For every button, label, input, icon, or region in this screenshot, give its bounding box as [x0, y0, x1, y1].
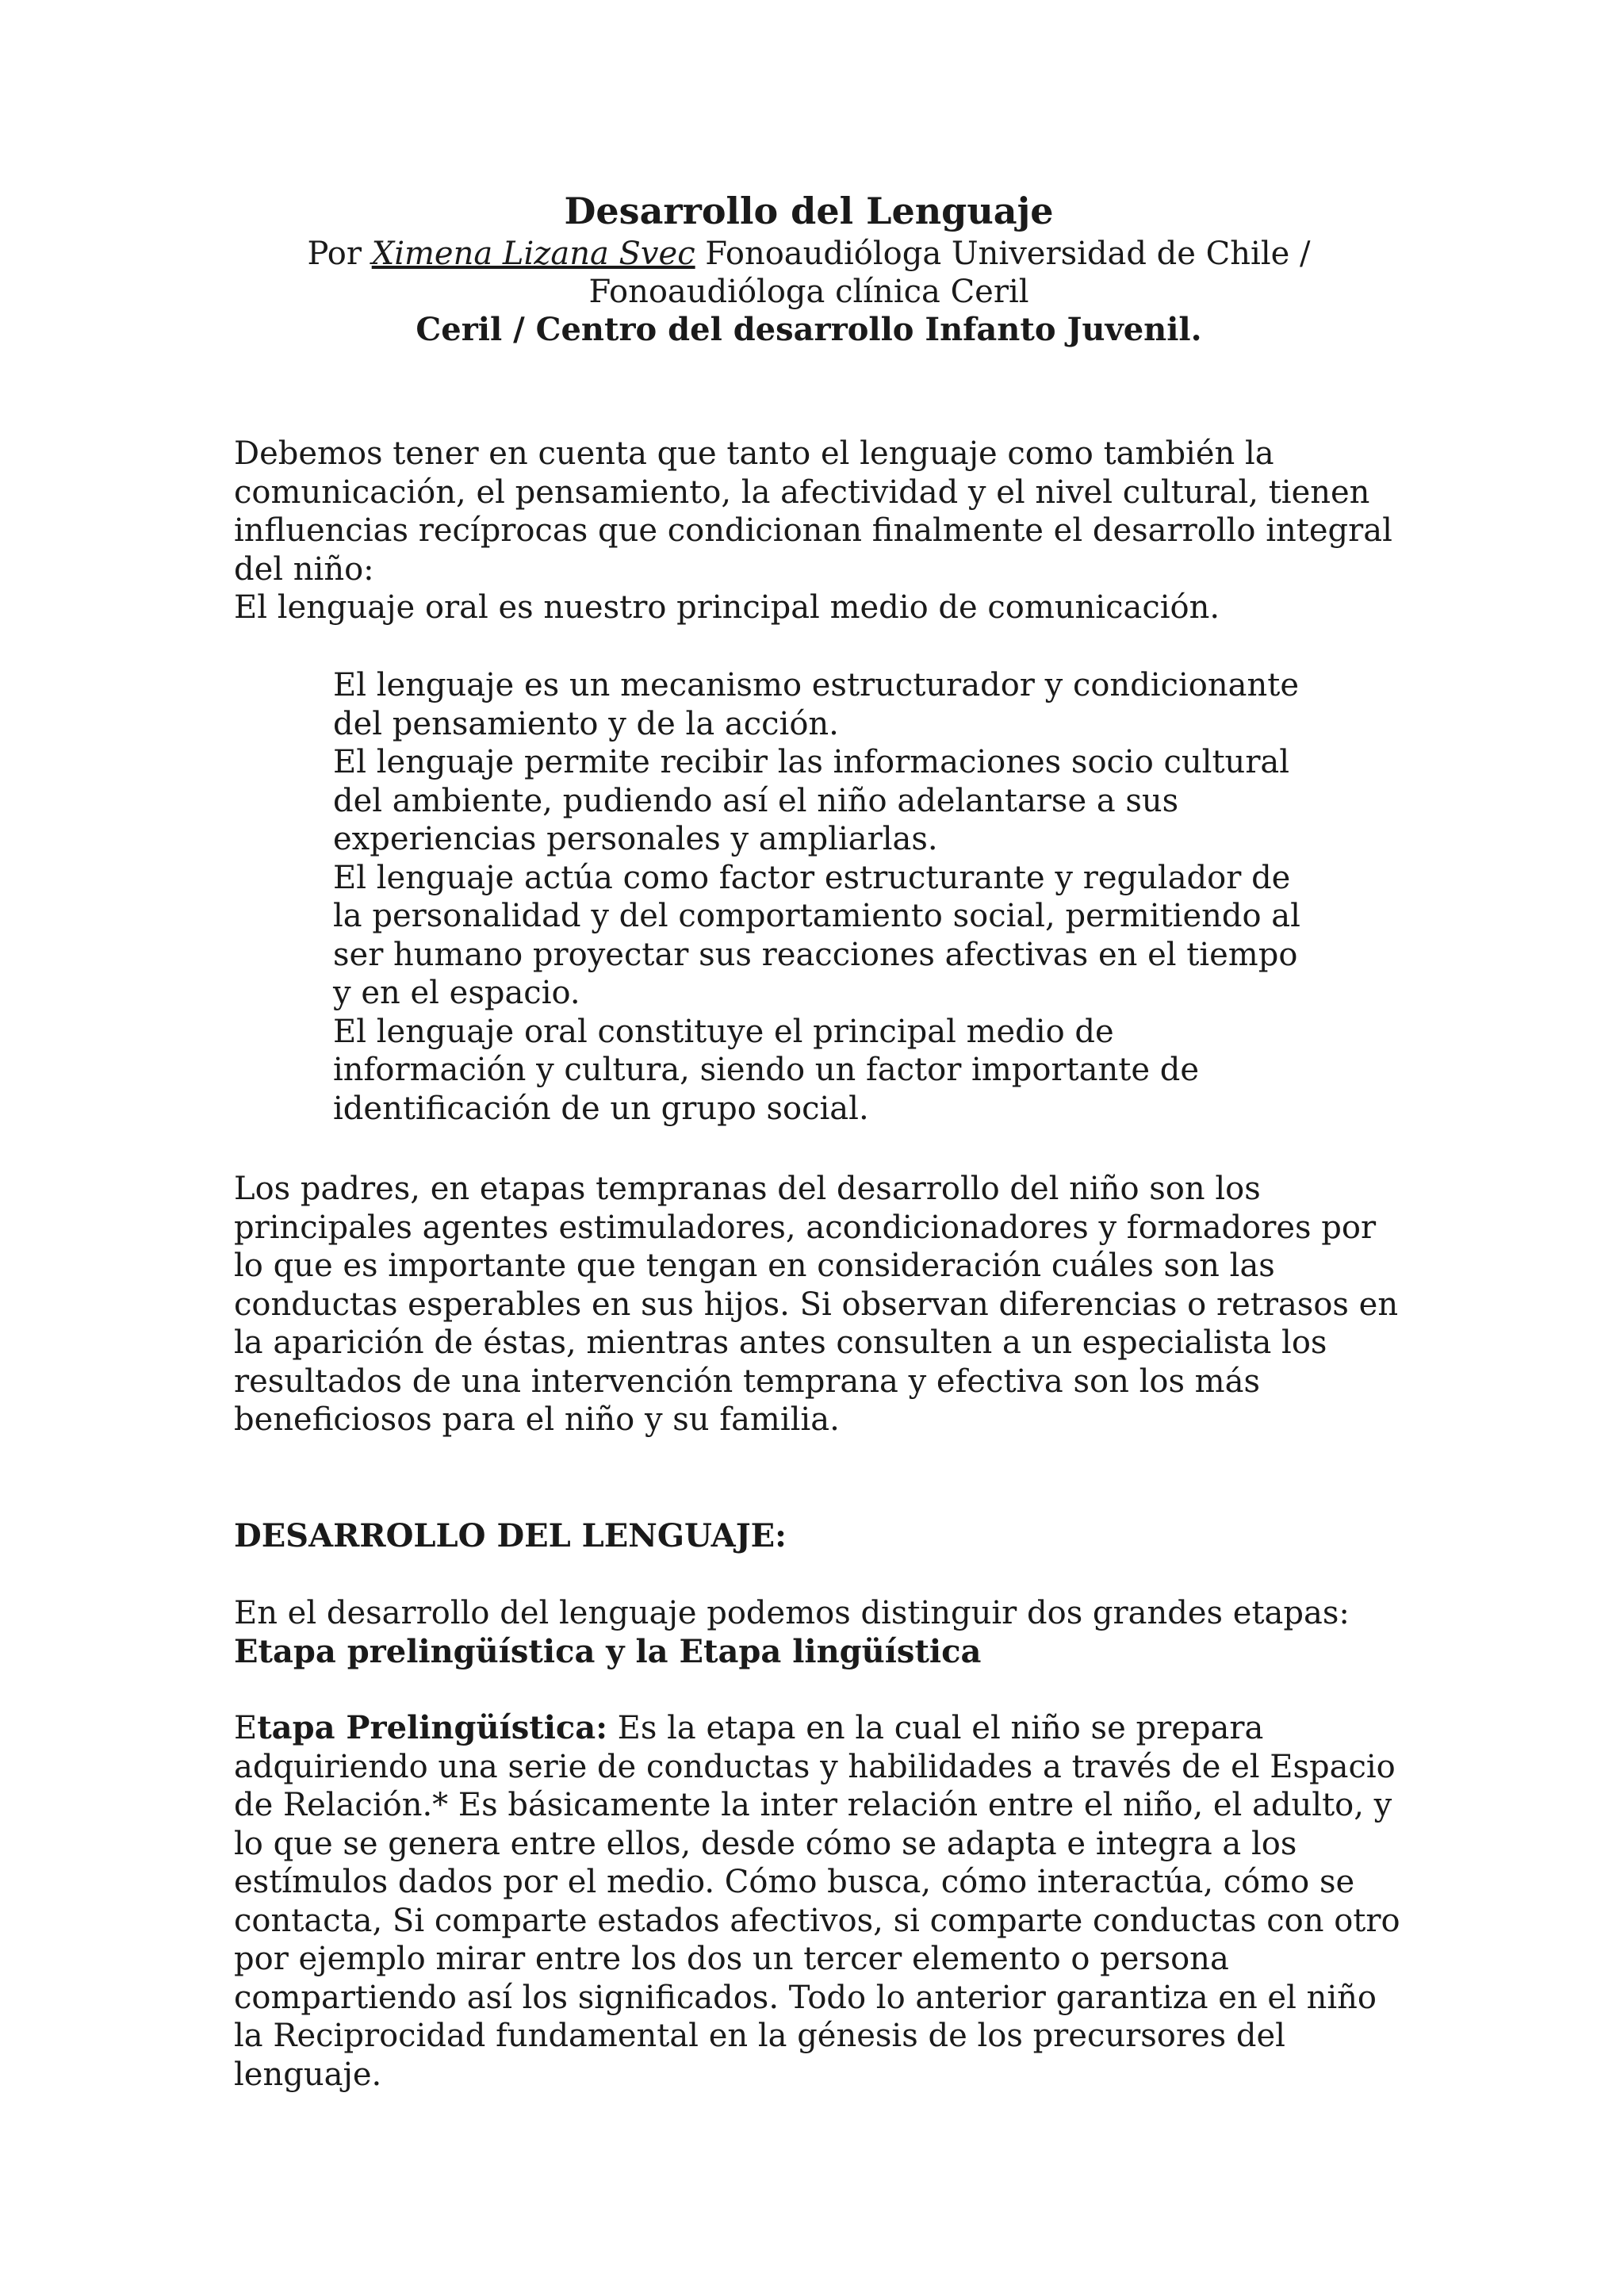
document-title: Desarrollo del Lenguaje: [564, 190, 1054, 232]
parents-line: principales agentes estimuladores, acondicionadores y formadores por: [234, 1209, 1377, 1246]
function-line: El lenguaje permite recibir las informaciones socio cultural: [333, 744, 1290, 780]
author-role-1: Fonoaudióloga Universidad de Chile /: [695, 236, 1311, 272]
prelinguistic-lead-plain: E: [234, 1710, 258, 1746]
function-line: El lenguaje oral constituye el principal medio de: [333, 1013, 1114, 1050]
author-prefix: Por: [307, 236, 372, 272]
author-line: [198, 235, 1419, 273]
stages-paragraph: [234, 1594, 1415, 1671]
stages-intro: En el desarrollo del lenguaje podemos distinguir dos grandes etapas:: [234, 1595, 1350, 1631]
function-line: El lenguaje es un mecanismo estructurador y condicionante: [333, 667, 1299, 703]
intro-line: El lenguaje oral es nuestro principal medio de comunicación.: [234, 589, 1220, 626]
prelinguistic-line: adquiriendo una serie de conductas y habilidades a través de el Espacio: [234, 1748, 1396, 1785]
function-line: El lenguaje actúa como factor estructurante y regulador de: [333, 859, 1291, 896]
parents-line: Los padres, en etapas tempranas del desarrollo del niño son los: [234, 1171, 1261, 1207]
function-line: del pensamiento y de la acción.: [333, 705, 839, 742]
prelinguistic-line: lenguaje.: [234, 2056, 382, 2093]
intro-line: comunicación, el pensamiento, la afectividad y el nivel cultural, tienen: [234, 473, 1370, 511]
parents-line: conductas esperables en sus hijos. Si observan diferencias o retrasos en: [234, 1286, 1399, 1323]
author-name: Ximena Lizana Svec: [371, 236, 695, 272]
function-line: identificación de un grupo social.: [333, 1090, 869, 1127]
prelinguistic-line: la Reciprocidad fundamental en la génesis de los precursores del: [234, 2018, 1285, 2054]
prelinguistic-line: lo que se genera entre ellos, desde cómo se adapta e integra a los: [234, 1825, 1297, 1862]
prelinguistic-line: de Relación.* Es básicamente la inter relación entre el niño, el adulto, y: [234, 1787, 1392, 1823]
function-line: ser humano proyectar sus reacciones afectivas en el tiempo: [333, 936, 1298, 973]
parents-paragraph: [234, 1170, 1415, 1439]
prelinguistic-line: estímulos dados por el medio. Cómo busca, cómo interactúa, cómo se: [234, 1864, 1355, 1900]
section-heading: DESARROLLO DEL LENGUAJE:: [234, 1517, 787, 1554]
function-line: del ambiente, pudiendo así el niño adelantarse a sus: [333, 782, 1179, 819]
parents-line: beneficiosos para el niño y su familia.: [234, 1401, 840, 1438]
function-line: la personalidad y del comportamiento social, permitiendo al: [333, 898, 1300, 934]
prelinguistic-line: contacta, Si comparte estados afectivos, si comparte conductas con otro: [234, 1902, 1400, 1939]
function-line: información y cultura, siendo un factor importante de: [333, 1052, 1199, 1088]
intro-line: del niño:: [234, 550, 374, 588]
organization-name: Ceril / Centro del desarrollo Infanto Juvenil.: [416, 311, 1202, 348]
intro-line: influencias recíprocas que condicionan finalmente el desarrollo integral: [234, 512, 1392, 549]
stages-names: Etapa prelingüística y la Etapa lingüística: [234, 1632, 982, 1670]
prelinguistic-line: compartiendo así los significados. Todo lo anterior garantiza en el niño: [234, 1979, 1377, 2016]
parents-line: resultados de una intervención temprana y efectiva son los más: [234, 1363, 1260, 1400]
parents-line: lo que es importante que tengan en consideración cuáles son las: [234, 1248, 1275, 1284]
document-header: [198, 189, 1419, 349]
prelinguistic-paragraph: [234, 1709, 1415, 2094]
function-line: y en el espacio.: [333, 975, 580, 1011]
language-functions-block: [333, 666, 1332, 1128]
author-role-2: Fonoaudióloga clínica Ceril: [588, 274, 1029, 310]
intro-line: Debemos tener en cuenta que tanto el lenguaje como también la: [234, 435, 1274, 472]
parents-line: la aparición de éstas, mientras antes consulten a un especialista los: [234, 1324, 1327, 1361]
function-line: experiencias personales y ampliarlas.: [333, 821, 938, 857]
prelinguistic-lead-bold: tapa Prelingüística:: [257, 1709, 607, 1746]
prelinguistic-first-line: [234, 1709, 1415, 1748]
intro-paragraph: [234, 435, 1415, 627]
prelinguistic-first-rest: Es la etapa en la cual el niño se prepara: [607, 1710, 1264, 1746]
prelinguistic-line: por ejemplo mirar entre los dos un tercer elemento o persona: [234, 1941, 1229, 1977]
